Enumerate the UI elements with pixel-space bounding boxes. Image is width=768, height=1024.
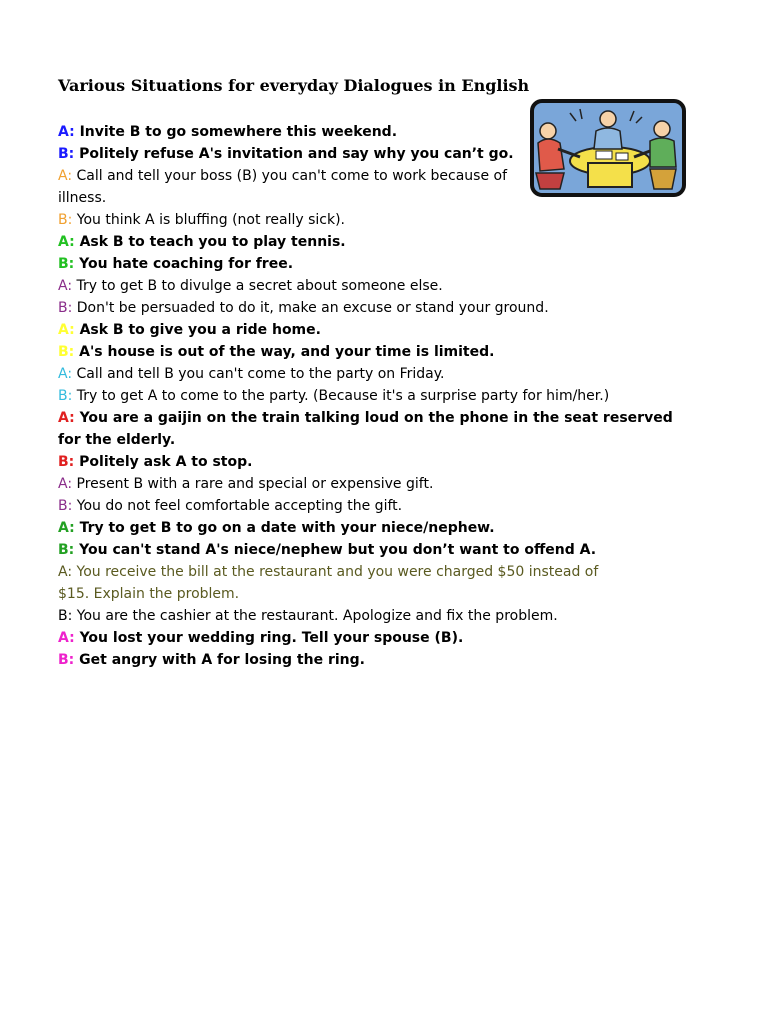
situation-text: You lost your wedding ring. Tell your spouse (B). bbox=[74, 630, 464, 646]
speaker-label: A: bbox=[58, 278, 73, 294]
speaker-label: B: bbox=[58, 542, 75, 558]
speaker-label: B: bbox=[58, 146, 75, 162]
situation-text: Invite B to go somewhere this weekend. bbox=[74, 124, 398, 140]
situation-text: Call and tell your boss (B) you can't come to work because of illness. bbox=[58, 168, 508, 206]
dialogue-line bbox=[58, 363, 698, 385]
dialogue-line bbox=[58, 253, 698, 275]
dialogue-line bbox=[58, 121, 518, 143]
dialogue-line bbox=[58, 165, 518, 209]
dialogue-line bbox=[58, 319, 698, 341]
speaker-label: B: bbox=[58, 498, 73, 514]
speaker-label: A: bbox=[58, 520, 75, 536]
situation-text: You can't stand A's niece/nephew but you don’t want to offend A. bbox=[74, 542, 597, 558]
speaker-label: A: bbox=[58, 476, 73, 492]
dialogue-line bbox=[58, 209, 518, 231]
situation-text: You hate coaching for free. bbox=[74, 256, 294, 272]
speaker-label: A: bbox=[58, 410, 75, 426]
situation-text: Try to get B to divulge a secret about someone else. bbox=[72, 278, 443, 294]
situation-text: You receive the bill at the restaurant and you were charged $50 instead of $15. Explain the problem. bbox=[58, 564, 599, 602]
speaker-label: B: bbox=[58, 344, 75, 360]
speaker-label: B: bbox=[58, 608, 73, 624]
speaker-label: A: bbox=[58, 234, 75, 250]
dialogue-line bbox=[58, 495, 698, 517]
dialogue-line bbox=[58, 385, 698, 407]
situation-text: Don't be persuaded to do it, make an excuse or stand your ground. bbox=[72, 300, 549, 316]
dialogue-line bbox=[58, 341, 698, 363]
dialogue-line bbox=[58, 561, 626, 605]
situation-text: You are the cashier at the restaurant. Apologize and fix the problem. bbox=[72, 608, 558, 624]
dialogue-line bbox=[58, 231, 698, 253]
speaker-label: A: bbox=[58, 564, 73, 580]
speaker-label: A: bbox=[58, 168, 73, 184]
speaker-label: A: bbox=[58, 630, 75, 646]
situation-text: Ask B to give you a ride home. bbox=[74, 322, 321, 338]
dialogue-list bbox=[58, 121, 698, 671]
dialogue-line bbox=[58, 143, 518, 165]
dialogue-line bbox=[58, 297, 698, 319]
speaker-label: B: bbox=[58, 652, 75, 668]
situation-text: You do not feel comfortable accepting the gift. bbox=[72, 498, 403, 514]
situation-text: Try to get B to go on a date with your niece/nephew. bbox=[74, 520, 495, 536]
dialogue-line bbox=[58, 539, 698, 561]
situation-text: Politely ask A to stop. bbox=[74, 454, 253, 470]
speaker-label: A: bbox=[58, 366, 73, 382]
dialogue-line bbox=[58, 451, 698, 473]
situation-text: A's house is out of the way, and your time is limited. bbox=[74, 344, 495, 360]
situation-text: Politely refuse A's invitation and say why you can’t go. bbox=[74, 146, 514, 162]
dialogue-line bbox=[58, 627, 698, 649]
situation-text: Call and tell B you can't come to the party on Friday. bbox=[72, 366, 445, 382]
situation-text: Try to get A to come to the party. (Because it's a surprise party for him/her.) bbox=[72, 388, 610, 404]
situation-text: You are a gaijin on the train talking loud on the phone in the seat reserved for the elderly. bbox=[58, 410, 673, 448]
dialogue-line bbox=[58, 473, 698, 495]
situation-text: Ask B to teach you to play tennis. bbox=[74, 234, 346, 250]
speaker-label: B: bbox=[58, 300, 73, 316]
speaker-label: B: bbox=[58, 454, 75, 470]
speaker-label: A: bbox=[58, 124, 75, 140]
speaker-label: B: bbox=[58, 388, 73, 404]
situation-text: You think A is bluffing (not really sick). bbox=[72, 212, 345, 228]
dialogue-line bbox=[58, 649, 698, 671]
speaker-label: A: bbox=[58, 322, 75, 338]
dialogue-line bbox=[58, 517, 698, 539]
speaker-label: B: bbox=[58, 256, 75, 272]
dialogue-line bbox=[58, 407, 698, 451]
situation-text: Get angry with A for losing the ring. bbox=[74, 652, 365, 668]
dialogue-line bbox=[58, 275, 698, 297]
dialogue-line bbox=[58, 605, 698, 627]
situation-text: Present B with a rare and special or expensive gift. bbox=[72, 476, 434, 492]
speaker-label: B: bbox=[58, 212, 73, 228]
page-title: Various Situations for everyday Dialogues in English bbox=[58, 76, 530, 95]
